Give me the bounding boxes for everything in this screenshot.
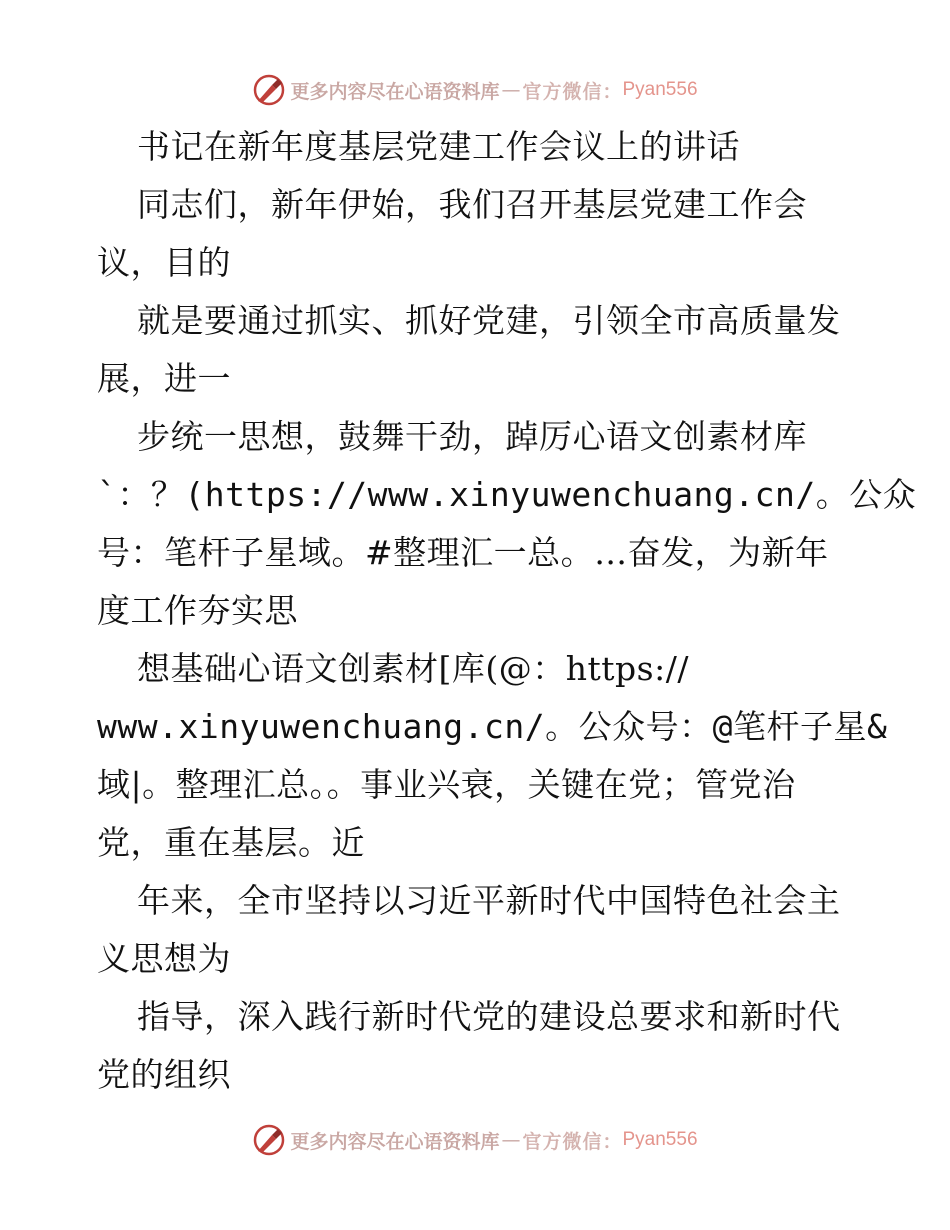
paragraph-line: 号：笔杆子星域。#整理汇一总。…奋发，为新年 (97, 533, 829, 572)
watermark-wechat-label: 官方微信： (522, 1130, 623, 1153)
paragraph-line: 域|。整理汇总。。事业兴衰，关键在党；管党治 (97, 765, 796, 804)
document-title: 书记在新年度基层党建工作会议上的讲话 (137, 127, 740, 166)
paragraph-line: 想基础心语文创素材[库(@：https:// (137, 649, 689, 688)
paragraph-line: 年来，全市坚持以习近平新时代中国特色社会主 (137, 881, 841, 920)
paragraph-line: 步统一思想，鼓舞干劲，踔厉心语文创素材库 (137, 417, 807, 456)
paragraph-line: 展，进一 (97, 359, 231, 398)
paragraph-line: 议，目的 (97, 243, 231, 282)
watermark-text: 更多内容尽在心语资料库 (290, 1130, 500, 1153)
paragraph-line: 党的组织 (97, 1055, 231, 1094)
watermark-banner-top (0, 70, 950, 110)
paragraph-line: 同志们，新年伊始，我们召开基层党建工作会 (137, 185, 807, 224)
watermark-wechat-id: Pyan556 (622, 1129, 698, 1150)
paragraph-line: www.xinyuwenchuang.cn/。公众号：@笔杆子星& (97, 707, 888, 746)
pen-logo-icon (252, 1123, 286, 1157)
paragraph-line: 指导，深入践行新时代党的建设总要求和新时代 (137, 997, 841, 1036)
paragraph-line: 党，重在基层。近 (97, 823, 365, 862)
paragraph-line: 义思想为 (97, 939, 231, 978)
watermark-banner-bottom (0, 1120, 950, 1160)
watermark-text: 更多内容尽在心语资料库 (290, 80, 500, 103)
paragraph-line: 就是要通过抓实、抓好党建，引领全市高质量发 (137, 301, 841, 340)
watermark-wechat-label: 官方微信： (522, 80, 623, 103)
paragraph-line: 度工作夯实思 (97, 591, 298, 630)
pen-logo-icon (252, 73, 286, 107)
watermark-dash: — (501, 1129, 521, 1151)
watermark-wechat-id: Pyan556 (622, 79, 698, 100)
paragraph-line: `：？(https://www.xinyuwenchuang.cn/。公众 (97, 475, 917, 514)
watermark-dash: — (501, 79, 521, 101)
document-body (97, 118, 917, 1104)
